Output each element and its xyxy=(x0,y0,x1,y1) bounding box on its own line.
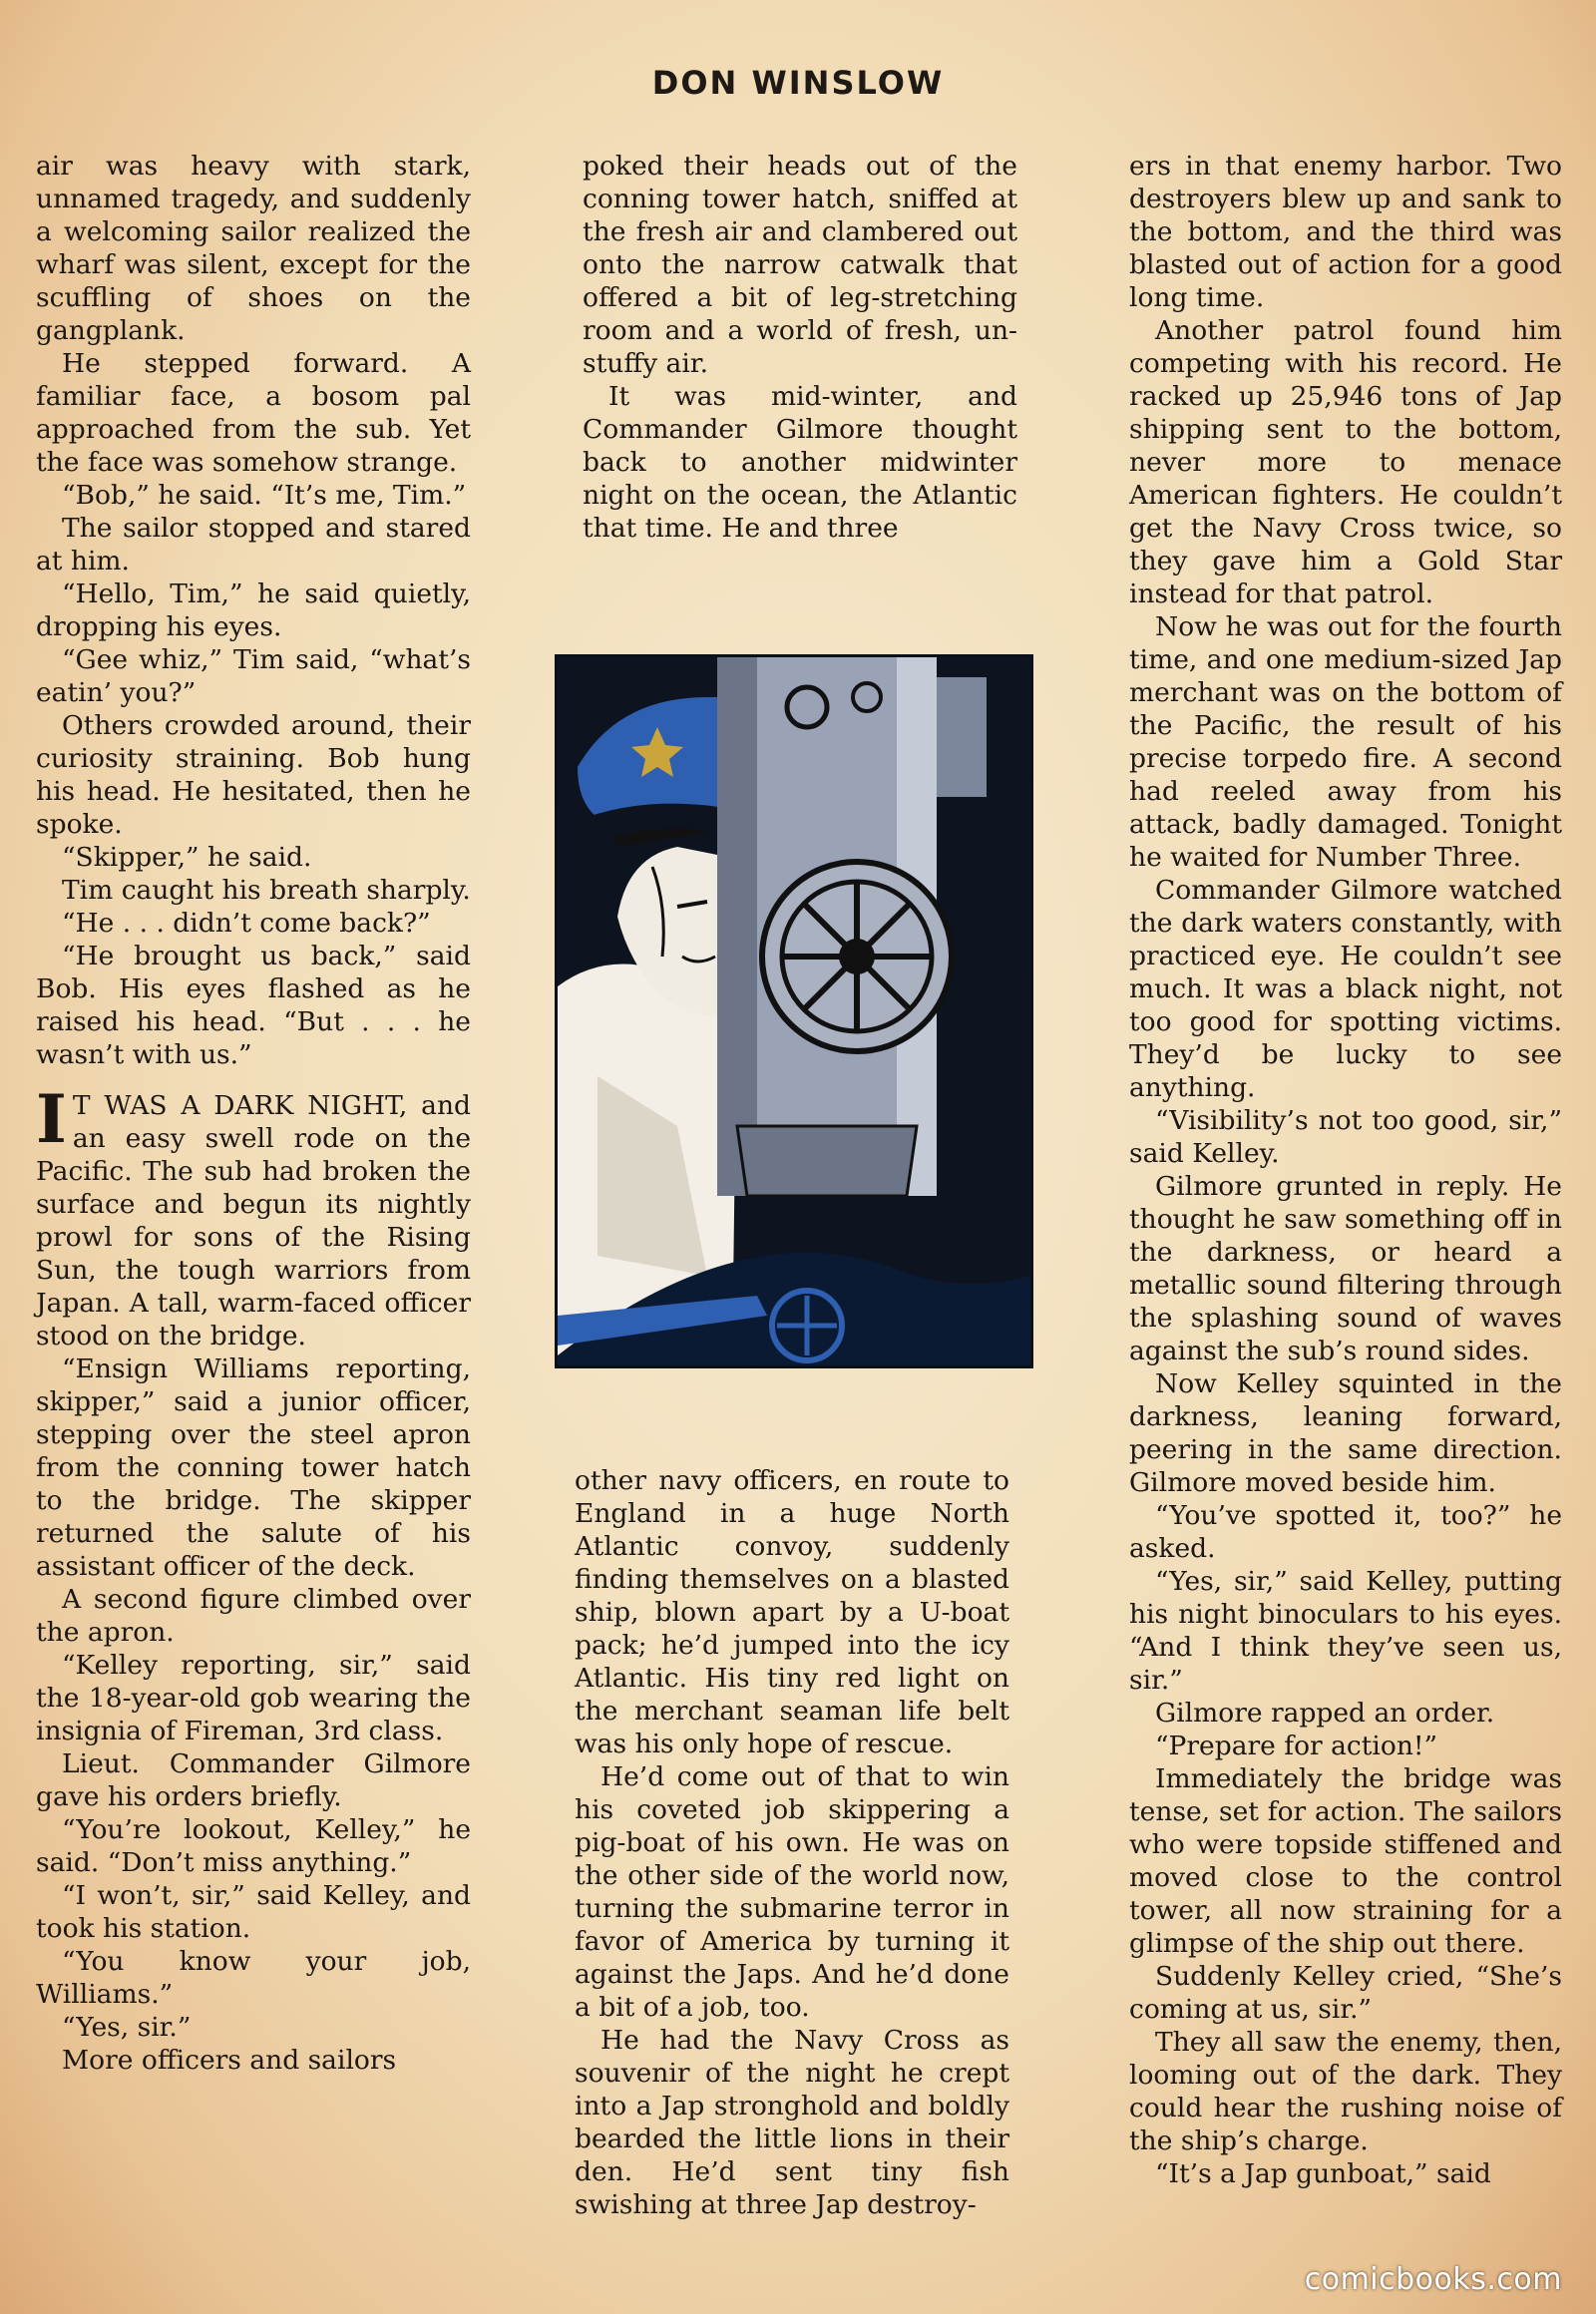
paragraph: “Gee whiz,” Tim said, “what’s eatin’ you?” xyxy=(36,644,471,708)
watermark: comicbooks.com xyxy=(1304,2262,1562,2297)
paragraph: Gilmore rapped an order. xyxy=(1155,1698,1495,1729)
paragraph: Commander Gilmore watched the dark waters constantly, with practiced eye. He couldn’t see much. It was a black night, not too good for spotting victims. They’d be lucky to see anything. xyxy=(1129,875,1562,1103)
paragraph: A second figure climbed over the apron. xyxy=(36,1584,471,1648)
paragraph: “Kelley reporting, sir,” said the 18-year-old gob wearing the insignia of Fireman, 3rd class. xyxy=(36,1650,471,1746)
paragraph: “You’re lookout, Kelley,” he said. “Don’t miss anything.” xyxy=(36,1814,471,1878)
chapter-lead-continuation: and an easy swell rode on the Pacific. The sub had broken the surface and begun its nightly prowl for sons of the Rising Sun, the tough warriors from Japan. A tall, warm-faced officer stood on the bridge. xyxy=(36,1090,471,1351)
paragraph: He had the Navy Cross as souvenir of the night he crept into a Jap stronghold and boldly bearded the little lions in their den. He’d sent tiny fish swishing at three Jap destroy- xyxy=(575,2025,1009,2220)
chapter-opening-paragraph xyxy=(36,1080,471,1352)
paragraph: “He . . . didn’t come back?” xyxy=(62,908,431,939)
paragraph: “Visibility’s not too good, sir,” said Kelley. xyxy=(1129,1105,1562,1169)
paragraph: Immediately the bridge was tense, set for action. The sailors who were topside stiffened and moved close to the control tower, all now straining for a glimpse of the ship out there. xyxy=(1129,1763,1562,1959)
text-column-1 xyxy=(36,150,471,2077)
paragraph: “Bob,” he said. “It’s me, Tim.” xyxy=(62,480,467,511)
paragraph: poked their heads out of the conning tower hatch, sniffed at the fresh air and clambered out onto the narrow catwalk that offered a bit of leg-stretching room and a world of fresh, un-stuffy air. xyxy=(583,151,1017,379)
paragraph: other navy officers, en route to England in a huge North Atlantic convoy, suddenly finding themselves on a blasted ship, blown apart by a U-boat pack; he’d jumped into the icy Atlantic. His tiny red light on the merchant seaman life belt was his only hope of rescue. xyxy=(575,1465,1009,1759)
paragraph: air was heavy with stark, unnamed tragedy, and suddenly a welcoming sailor realized the wharf was silent, except for the scuffling of shoes on the gangplank. xyxy=(36,151,471,346)
paragraph: Now he was out for the fourth time, and one medium-sized Jap merchant was on the bottom of the Pacific, the result of his precise torpedo fire. A second had reeled away from his attack, badly damaged. Tonight he waited for Number Three. xyxy=(1129,611,1562,873)
paragraph: They all saw the enemy, then, looming out of the dark. They could hear the rushing noise of the ship’s charge. xyxy=(1129,2027,1562,2156)
panel-artwork xyxy=(558,657,1030,1365)
paragraph: “Yes, sir,” said Kelley, putting his night binoculars to his eyes. “And I think they’ve seen us, sir.” xyxy=(1129,1566,1562,1696)
paragraph: Others crowded around, their curiosity straining. Bob hung his head. He hesitated, then he spoke. xyxy=(36,710,471,840)
paragraph: Gilmore grunted in reply. He thought he saw something off in the darkness, or heard a metallic sound filtering through the splashing sound of waves against the sub’s round sides. xyxy=(1129,1171,1562,1366)
paragraph: The sailor stopped and stared at him. xyxy=(36,513,471,577)
paragraph: “He brought us back,” said Bob. His eyes flashed as he raised his head. “But . . . he wasn’t with us.” xyxy=(36,941,471,1070)
paragraph: Suddenly Kelley cried, “She’s coming at us, sir.” xyxy=(1129,1961,1562,2025)
page-header-title: DON WINSLOW xyxy=(651,64,945,102)
chapter-lead: T WAS A DARK NIGHT, xyxy=(72,1090,408,1121)
paragraph: Another patrol found him competing with his record. He racked up 25,946 tons of Jap shipping sent to the bottom, never more to menace American fighters. He couldn’t get the Navy Cross twice, so they gave him a Gold Star instead for that patrol. xyxy=(1129,315,1562,609)
paragraph: “Yes, sir.” xyxy=(62,2012,192,2043)
paragraph: More officers and sailors xyxy=(62,2045,397,2076)
paragraph: “Skipper,” he said. xyxy=(62,842,312,873)
paragraph: “You know your job, Williams.” xyxy=(36,1946,471,2010)
paragraph: It was mid-winter, and Commander Gilmore thought back to another midwinter night on the ocean, the Atlantic that time. He and three xyxy=(583,381,1017,544)
paragraph: He’d come out of that to win his coveted job skippering a pig-boat of his own. He was on the other side of the world now, turning the submarine terror in favor of America by turning it against the Japs. And he’d done a bit of a job, too. xyxy=(575,1761,1009,2023)
paragraph: “Ensign Williams reporting, skipper,” said a junior officer, stepping over the steel apron from the conning tower hatch to the bridge. The skipper returned the salute of his assistant officer of the deck. xyxy=(36,1353,471,1582)
drop-cap: I xyxy=(36,1080,67,1158)
paragraph: “I won’t, sir,” said Kelley, and took his station. xyxy=(36,1880,471,1944)
text-column-2-bottom xyxy=(575,1464,1009,2221)
illustration-officer-at-periscope xyxy=(555,654,1033,1368)
paragraph: “Prepare for action!” xyxy=(1155,1731,1438,1761)
text-column-3 xyxy=(1129,150,1562,2190)
paragraph: “You’ve spotted it, too?” he asked. xyxy=(1129,1500,1562,1564)
text-column-2-top xyxy=(583,150,1017,545)
paragraph: Tim caught his breath sharply. xyxy=(62,875,471,906)
paragraph: ers in that enemy harbor. Two destroyers blew up and sank to the bottom, and the third was blasted out of action for a good long time. xyxy=(1129,151,1562,313)
paragraph: Now Kelley squinted in the darkness, leaning forward, peering in the same direction. Gilmore moved beside him. xyxy=(1129,1368,1562,1498)
paragraph: “It’s a Jap gunboat,” said xyxy=(1155,2158,1491,2189)
paragraph: Lieut. Commander Gilmore gave his orders briefly. xyxy=(36,1748,471,1812)
paragraph: “Hello, Tim,” he said quietly, dropping his eyes. xyxy=(36,578,471,642)
paragraph: He stepped forward. A familiar face, a bosom pal approached from the sub. Yet the face was somehow strange. xyxy=(36,348,471,478)
